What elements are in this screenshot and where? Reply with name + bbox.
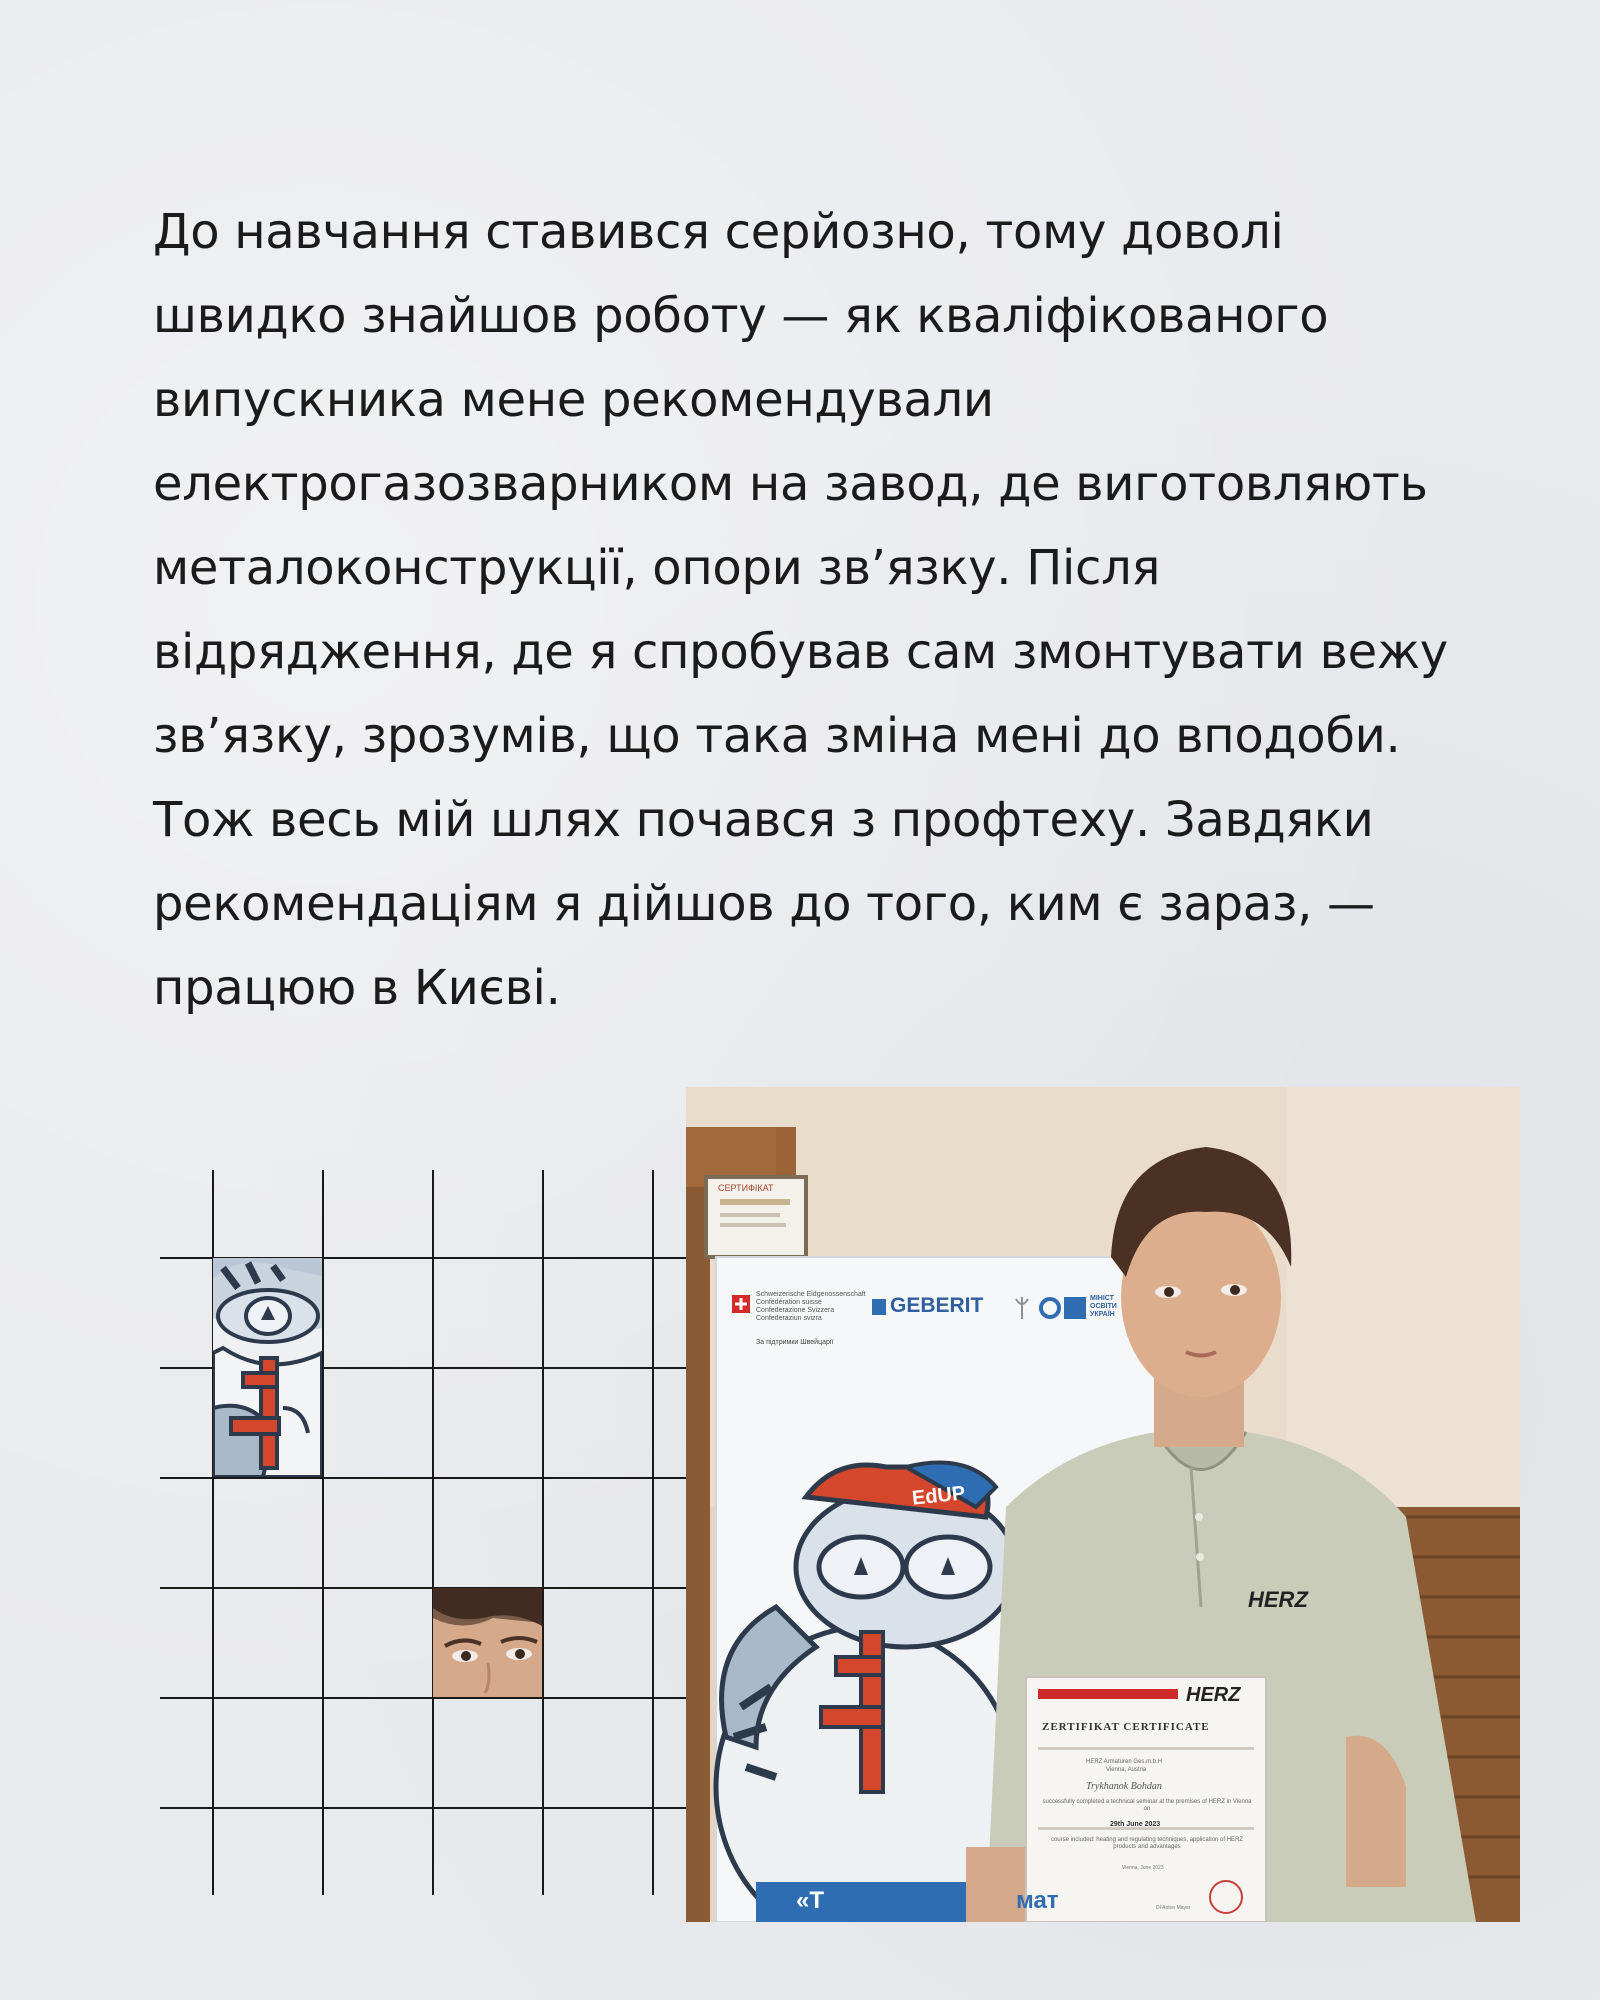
ministry-logo-text: МІНІСТ ОСВІТИ УКРАЇН <box>1090 1295 1117 1318</box>
swiss-support-text: За підтримки Швейцарії <box>756 1339 834 1346</box>
certificate-body-text: successfully completed a technical seminar at the premises of HERZ in Vienna on <box>1042 1799 1252 1812</box>
banner-bottom-text-right: мат <box>1016 1887 1059 1914</box>
geberit-logo: GEBERIT <box>890 1294 984 1317</box>
certificate-title: ZERTIFIKAT CERTIFICATE <box>1042 1721 1210 1733</box>
shirt-herz-logo: HERZ <box>1248 1587 1308 1612</box>
certificate-company: HERZ Armaturen Ges.m.b.H <box>1086 1759 1163 1765</box>
certificate-date: 29th June 2023 <box>1110 1821 1161 1828</box>
eyes-crop-tile <box>433 1588 542 1697</box>
decorative-grid <box>160 1170 690 1895</box>
certificate-herz-logo: HERZ <box>1186 1684 1241 1706</box>
certificate-signatory: DI Anton Mayer <box>1156 1905 1191 1911</box>
body-paragraph: До навчання ставився серйозно, тому доволі швидко знайшов роботу — як кваліфікованого випускника мене рекомендували електрогазозварником на завод, де виготовляють металоконструкції, опори зв’язку. Після відрядження, де я спробував сам змонтувати вежу зв’язку, зрозумів, що така зміна мені до вподоби. Тож весь мій шлях почався з профтеху. Завдяки рекомендаціям я дійшов до того, ким є зараз, — працюю в Києві. <box>153 204 1448 1016</box>
wall-certificate-label: СЕРТИФІКАТ <box>718 1183 774 1193</box>
banner-bottom-text: «Т <box>796 1887 825 1914</box>
graduate-photo <box>686 1087 1520 1922</box>
raccoon-crop-tile <box>213 1258 322 1477</box>
certificate-name: Trykhanok Bohdan <box>1086 1781 1162 1792</box>
certificate-course-text: course included: heating and regulating techniques, application of HERZ products and advantages <box>1050 1837 1244 1850</box>
certificate-city: Vienna, Austria <box>1106 1767 1147 1773</box>
mascot-cap-logo: EdUP <box>910 1482 967 1510</box>
swiss-confederation-text: Schweizerische Eidgenossenschaft Confédération suisse Confederazione Svizzera Confederaziun svizra <box>756 1291 866 1322</box>
certificate-place-date: Vienna, June 2023 <box>1122 1865 1164 1871</box>
